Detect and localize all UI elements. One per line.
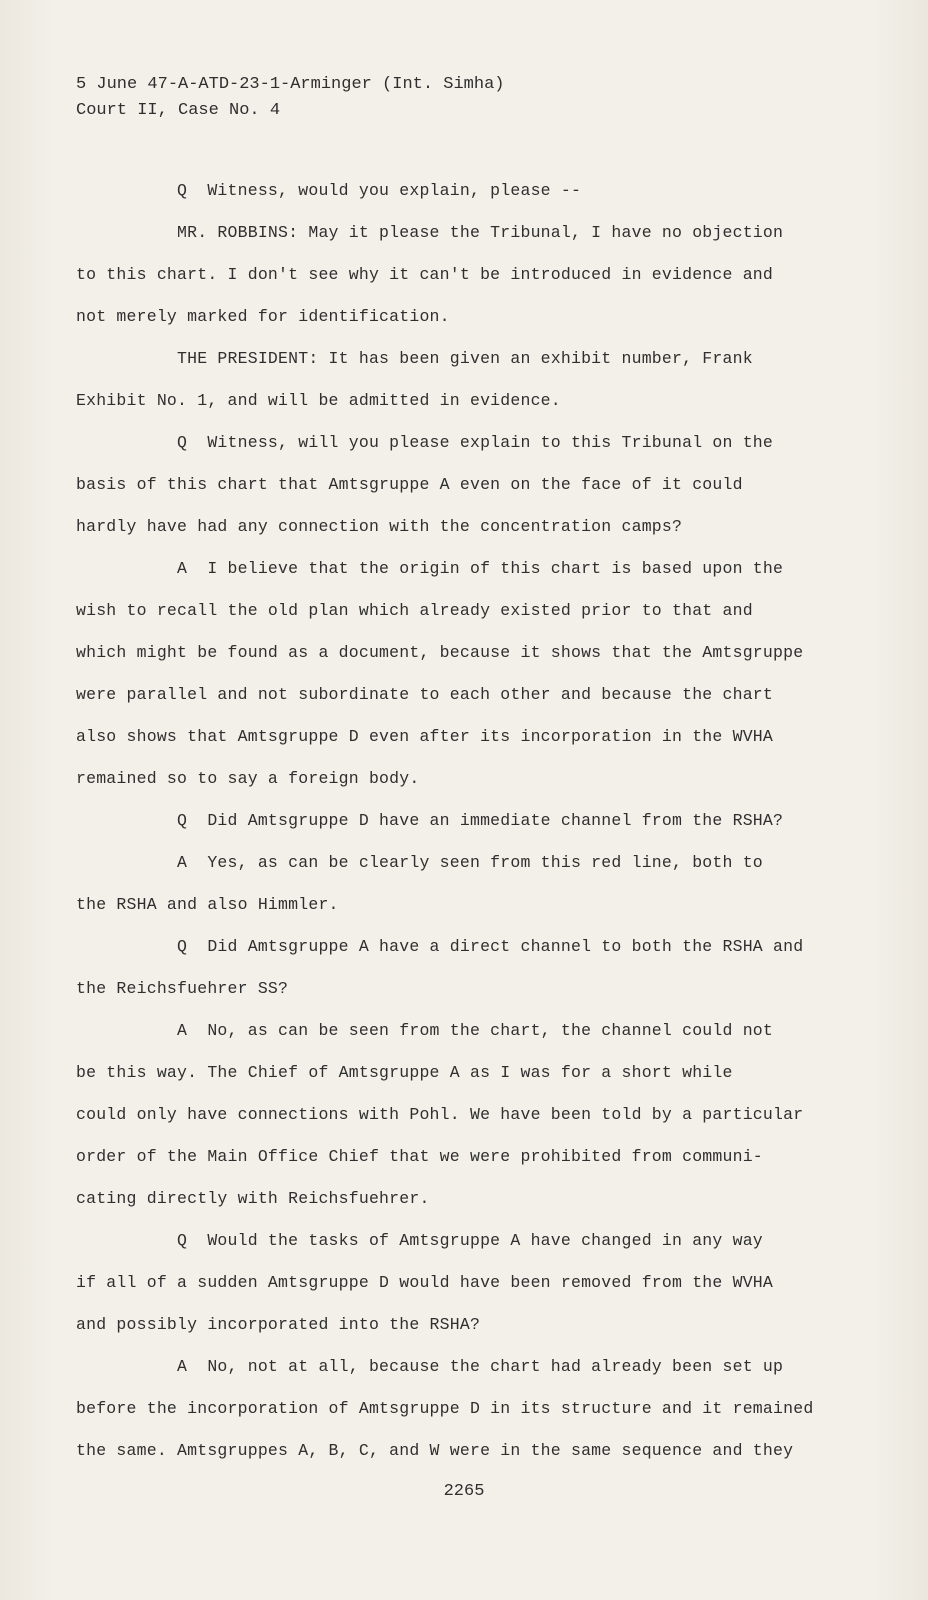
transcript-line: basis of this chart that Amtsgruppe A even on the face of it could: [76, 475, 743, 494]
transcript-line: not merely marked for identification.: [76, 307, 450, 326]
transcript-line: Q Did Amtsgruppe A have a direct channel to both the RSHA and: [76, 937, 804, 956]
header-line-1: 5 June 47-A-ATD-23-1-Arminger (Int. Simha): [76, 75, 505, 94]
transcript-line: A Yes, as can be clearly seen from this red line, both to: [76, 853, 763, 872]
transcript-line: A I believe that the origin of this chart is based upon the: [76, 559, 784, 578]
transcript-line: A No, not at all, because the chart had already been set up: [76, 1357, 784, 1376]
transcript-line: to this chart. I don't see why it can't be introduced in evidence and: [76, 265, 774, 284]
transcript-line: Q Did Amtsgruppe D have an immediate channel from the RSHA?: [76, 811, 784, 830]
transcript-line: Q Witness, would you explain, please --: [76, 181, 582, 200]
page-number: 2265: [443, 1482, 485, 1501]
transcript-line: hardly have had any connection with the concentration camps?: [76, 517, 683, 536]
transcript-line: the RSHA and also Himmler.: [76, 895, 339, 914]
transcript-line: Exhibit No. 1, and will be admitted in evidence.: [76, 391, 561, 410]
transcript-line: were parallel and not subordinate to each other and because the chart: [76, 685, 774, 704]
transcript-line: before the incorporation of Amtsgruppe D in its structure and it remained: [76, 1399, 814, 1418]
transcript-line: could only have connections with Pohl. We have been told by a particular: [76, 1105, 804, 1124]
transcript-line: Q Witness, will you please explain to this Tribunal on the: [76, 433, 774, 452]
transcript-line: and possibly incorporated into the RSHA?: [76, 1315, 481, 1334]
transcript-line: the Reichsfuehrer SS?: [76, 979, 289, 998]
transcript-line: A No, as can be seen from the chart, the channel could not: [76, 1021, 774, 1040]
transcript-line: THE PRESIDENT: It has been given an exhibit number, Frank: [76, 349, 753, 368]
transcript-line: wish to recall the old plan which already existed prior to that and: [76, 601, 753, 620]
header-line-2: Court II, Case No. 4: [76, 101, 281, 120]
transcript-line: if all of a sudden Amtsgruppe D would have been removed from the WVHA: [76, 1273, 774, 1292]
transcript-body: [76, 170, 856, 1472]
transcript-line: order of the Main Office Chief that we were prohibited from communi-: [76, 1147, 763, 1166]
transcript-line: remained so to say a foreign body.: [76, 769, 420, 788]
transcript-line: MR. ROBBINS: May it please the Tribunal, I have no objection: [76, 223, 784, 242]
document-header: [76, 72, 504, 124]
transcript-line: cating directly with Reichsfuehrer.: [76, 1189, 430, 1208]
transcript-line: Q Would the tasks of Amtsgruppe A have changed in any way: [76, 1231, 763, 1250]
transcript-line: which might be found as a document, because it shows that the Amtsgruppe: [76, 643, 804, 662]
transcript-line: the same. Amtsgruppes A, B, C, and W were in the same sequence and they: [76, 1441, 794, 1460]
transcript-line: also shows that Amtsgruppe D even after its incorporation in the WVHA: [76, 727, 774, 746]
transcript-line: be this way. The Chief of Amtsgruppe A as I was for a short while: [76, 1063, 733, 1082]
